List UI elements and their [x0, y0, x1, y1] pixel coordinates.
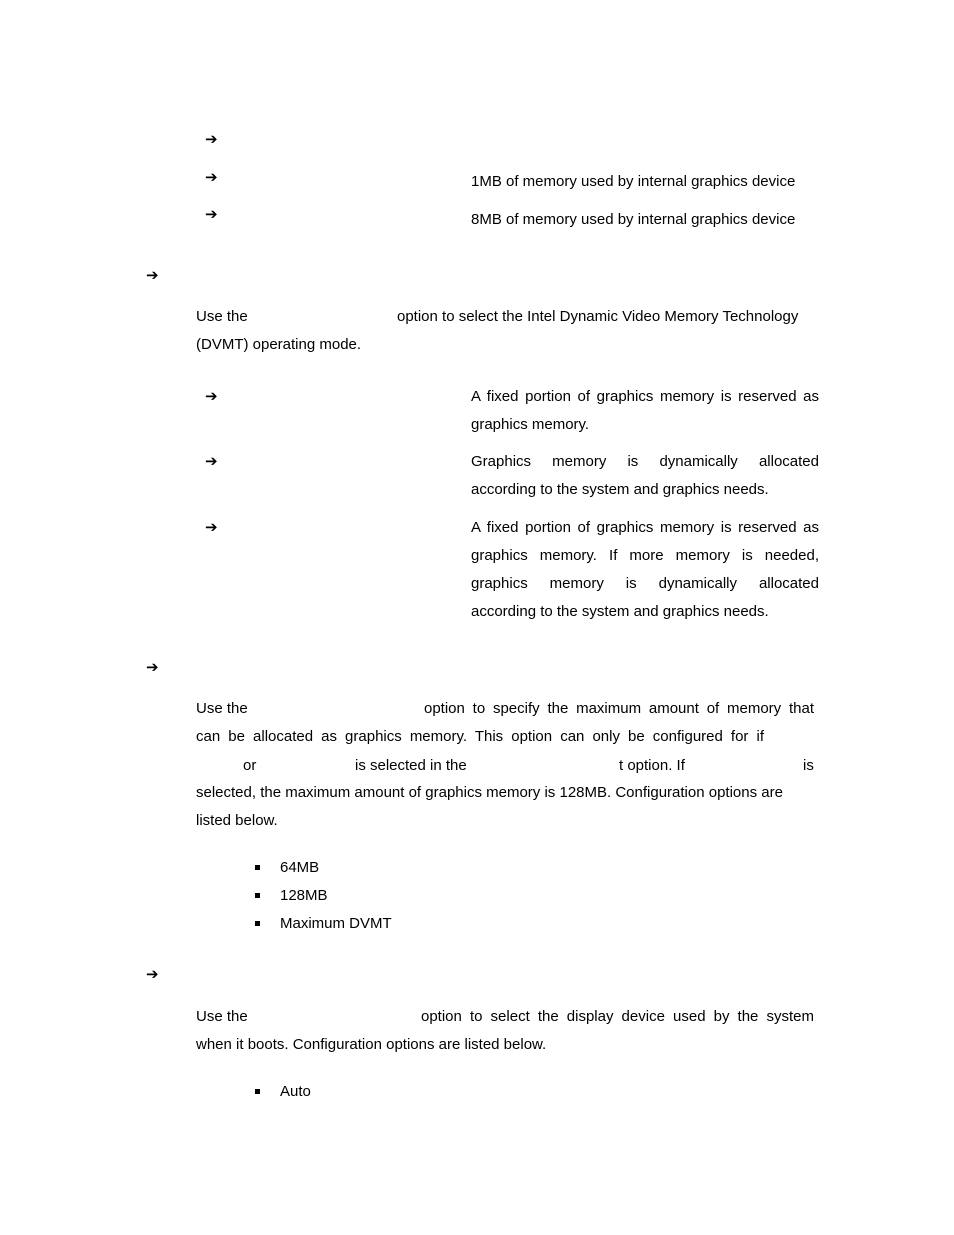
paragraph-text: (DVMT) operating mode. [196, 336, 362, 353]
bullet-icon [255, 1089, 260, 1094]
option-description: Graphics memory is dynamically allocated according to the system and graphics needs. [471, 453, 819, 498]
option-description: 1MB of memory used by internal graphics device [471, 173, 796, 190]
option-arrow-icon: ➔ [205, 518, 218, 536]
paragraph-text: selected, the maximum amount of graphics memory is 128MB. Configuration options are [196, 784, 783, 801]
option-arrow-icon: ➔ [205, 205, 218, 223]
option-arrow-icon: ➔ [205, 130, 218, 148]
paragraph-text: is selected in the [355, 757, 467, 774]
paragraph-text: option to specify the maximum amount of memory that [424, 700, 814, 717]
paragraph-text: can be allocated as graphics memory. This option can only be configured for if [196, 728, 764, 745]
option-arrow-icon: ➔ [205, 387, 218, 405]
bullet-icon [255, 893, 260, 898]
paragraph-text: option to select the Intel Dynamic Video Memory Technology [397, 308, 799, 325]
paragraph-text: when it boots. Configuration options are listed below. [196, 1036, 547, 1053]
bullet-icon [255, 921, 260, 926]
list-item: Auto [280, 1083, 311, 1100]
paragraph-text: Use the [196, 1008, 248, 1025]
paragraph-text: listed below. [196, 812, 278, 829]
option-arrow-icon: ➔ [205, 452, 218, 470]
paragraph-text: Use the [196, 700, 248, 717]
list-item: 64MB [280, 859, 320, 876]
paragraph-text: or [243, 757, 257, 774]
option-description: A fixed portion of graphics memory is reserved as graphics memory. If more memory is needed, graphics memory is dynamically allocated according to the system and graphics needs. [471, 519, 819, 620]
option-description: 8MB of memory used by internal graphics device [471, 211, 796, 228]
section-arrow-icon: ➔ [146, 266, 159, 284]
section-arrow-icon: ➔ [146, 658, 159, 676]
paragraph-text: Use the [196, 308, 248, 325]
bullet-icon [255, 865, 260, 870]
paragraph-text: t option. If [619, 757, 685, 774]
option-description: A fixed portion of graphics memory is reserved as graphics memory. [471, 388, 819, 433]
paragraph-text: is [803, 757, 814, 774]
list-item: 128MB [280, 887, 328, 904]
paragraph-text: option to select the display device used by the system [421, 1008, 814, 1025]
option-arrow-icon: ➔ [205, 168, 218, 186]
section-arrow-icon: ➔ [146, 965, 159, 983]
list-item: Maximum DVMT [280, 915, 392, 932]
